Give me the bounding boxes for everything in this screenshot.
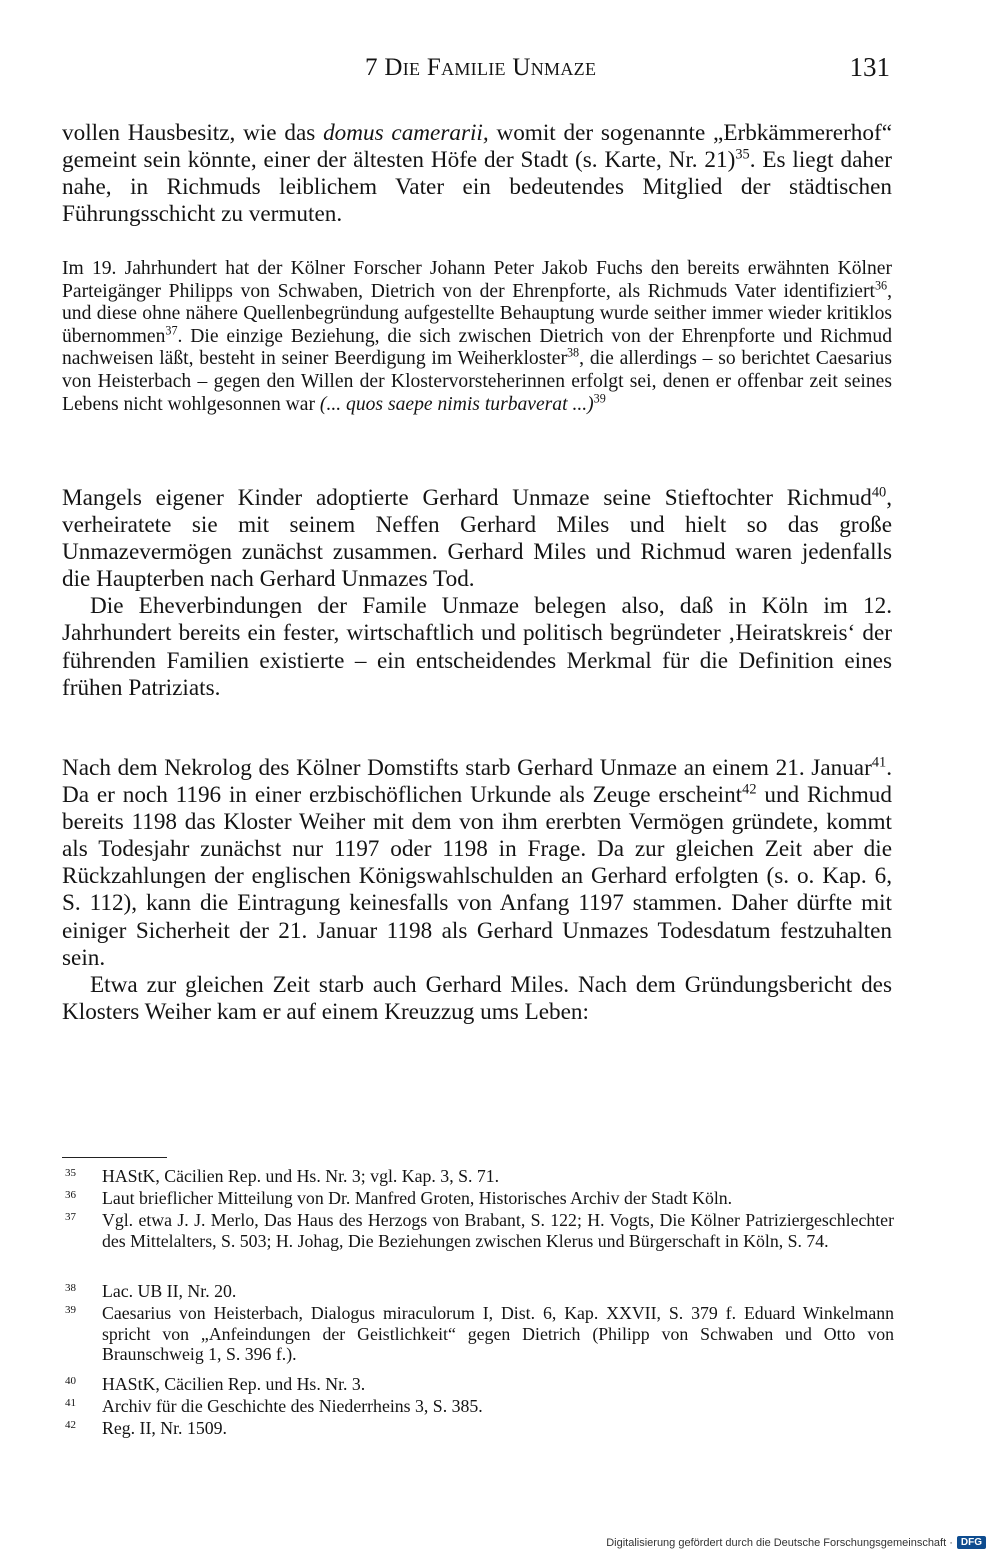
footnote-39: 39 Caesarius von Heisterbach, Dialogus miraculorum I, Dist. 6, Kap. XXVII, S. 379 f. Eduard Winkelmann spricht von „Anfeindungen der Geistlichkeit“ gegen Dietrich (Philipp von Schwaben und Otto von Braunschweig 1, S. 396 f.).: [65, 1303, 894, 1365]
running-header: [60, 50, 890, 84]
page-number: 131: [849, 52, 890, 82]
footnote-35: 35 HAStK, Cäcilien Rep. und Hs. Nr. 3; vgl. Kap. 3, S. 71.: [65, 1166, 500, 1186]
footnote-40: 40 HAStK, Cäcilien Rep. und Hs. Nr. 3.: [65, 1374, 366, 1394]
footnote-37: 37 Vgl. etwa J. J. Merlo, Das Haus des Herzogs von Brabant, S. 122; H. Vogts, Die Kölner Patriziergeschlechter des Mittelalters, S. 503; H. Johag, Die Beziehungen zwischen Klerus und Bürgerschaft in Köln, S. 74.: [65, 1210, 894, 1251]
footnote-38: 38 Lac. UB II, Nr. 20.: [65, 1281, 237, 1301]
dfg-logo: DFG: [957, 1536, 986, 1549]
paragraph-1: vollen Hausbesitz, wie das domus camerarii, womit der sogenannte „Erbkämmererhof“ gemeint sein könnte, einer der ältesten Höfe der Stadt (s. Karte, Nr. 21)$^{35}$. Es liegt daher nahe, in Richmuds leiblichem Vater ein bedeutendes Mitglied der städtischen Führungsschicht zu vermuten.: [62, 120, 892, 228]
paragraph-5: Nach dem Nekrolog des Kölner Domstifts starb Gerhard Unmaze an einem 21. Januar$^{41}$. Da er noch 1196 in einer erzbischöflichen Urkunde als Zeuge erscheint$^{42}$ und Richmud bereits 1198 das Kloster Weiher mit dem von ihm ererbten Vermögen gründete, kommt als Todesjahr zunächst nur 1197 oder 1198 in Frage. Da zur gleichen Zeit aber die Rückzahlungen der englischen Königswahlschulden an Gerhard erfolgten (s. o. Kap. 6, S. 112), kann die Eintragung keinesfalls von Anfang 1197 stammen. Daher dürfte mit einiger Sicherheit der 21. Januar 1198 als Gerhard Unmazes Todesdatum festzuhalten sein. Etwa zur gleichen Zeit starb auch Gerhard Miles. Nach dem Gründungsbericht des Klosters Weiher kam er auf einem Kreuzzug ums Leben:: [62, 754, 892, 1025]
dfg-credit: Digitalisierung gefördert durch die Deutsche Forschungsgemeinschaft · DFG: [606, 1536, 986, 1549]
paragraph-small-quote: Im 19. Jahrhundert hat der Kölner Forscher Johann Peter Jakob Fuchs den bereits erwähnten Kölner Parteigänger Philipps von Schwaben, Dietrich von der Ehrenpforte, als Richmuds Vater identifiziert$^{36}$, und diese ohne nähere Quellenbegründung aufgestellte Behauptung wurde seither immer wieder kritiklos übernommen$^{37}$. Die einzige Beziehung, die sich zwischen Dietrich von der Ehrenpforte und Richmud nachweisen läßt, besteht in seiner Beerdigung im Weiherkloster$^{38}$, die allerdings – so berichtet Caesarius von Heisterbach – gegen den Willen der Klostervorsteherinnen erfolgt sei, denen er offenbar zeit seines Lebens nicht wohlgesonnen war (... quos saepe nimis turbaverat ...)$^{39}$: [62, 258, 892, 415]
paragraph-6: Etwa zur gleichen Zeit starb auch Gerhard Miles. Nach dem Gründungsbericht des Klosters Weiher kam er auf einem Kreuzzug ums Leben:: [62, 971, 892, 1025]
footnote-36: 36 Laut brieflicher Mitteilung von Dr. Manfred Groten, Historisches Archiv der Stadt Köln.: [65, 1188, 733, 1208]
paragraph-4: Die Eheverbindungen der Famile Unmaze belegen also, daß in Köln im 12. Jahrhundert bereits ein fester, wirtschaftlich und politisch begründeter ‚Heiratskreis‘ der führenden Familien existierte – ein entscheidendes Merkmal für die Definition eines frühen Patriziats.: [62, 593, 892, 701]
footnote-42: 42 Reg. II, Nr. 1509.: [65, 1418, 227, 1438]
footnote-41: 41 Archiv für die Geschichte des Niederrheins 3, S. 385.: [65, 1396, 483, 1416]
chapter-title: 7 Die Familie Unmaze: [365, 54, 597, 81]
footnote-rule: [62, 1157, 167, 1158]
paragraph-3: Mangels eigener Kinder adoptierte Gerhard Unmaze seine Stieftochter Richmud$^{40}$, verheiratete sie mit seinem Neffen Gerhard Miles und hielt so das große Unmazevermögen zunächst zusammen. Gerhard Miles und Richmud waren jedenfalls die Haupterben nach Gerhard Unmazes Tod. Die Eheverbindungen der Famile Unmaze belegen also, daß in Köln im 12. Jahrhundert bereits ein fester, wirtschaftlich und politisch begründeter ‚Heiratskreis‘ der führenden Familien existierte – ein entscheidendes Merkmal für die Definition eines frühen Patriziats.: [62, 484, 892, 701]
